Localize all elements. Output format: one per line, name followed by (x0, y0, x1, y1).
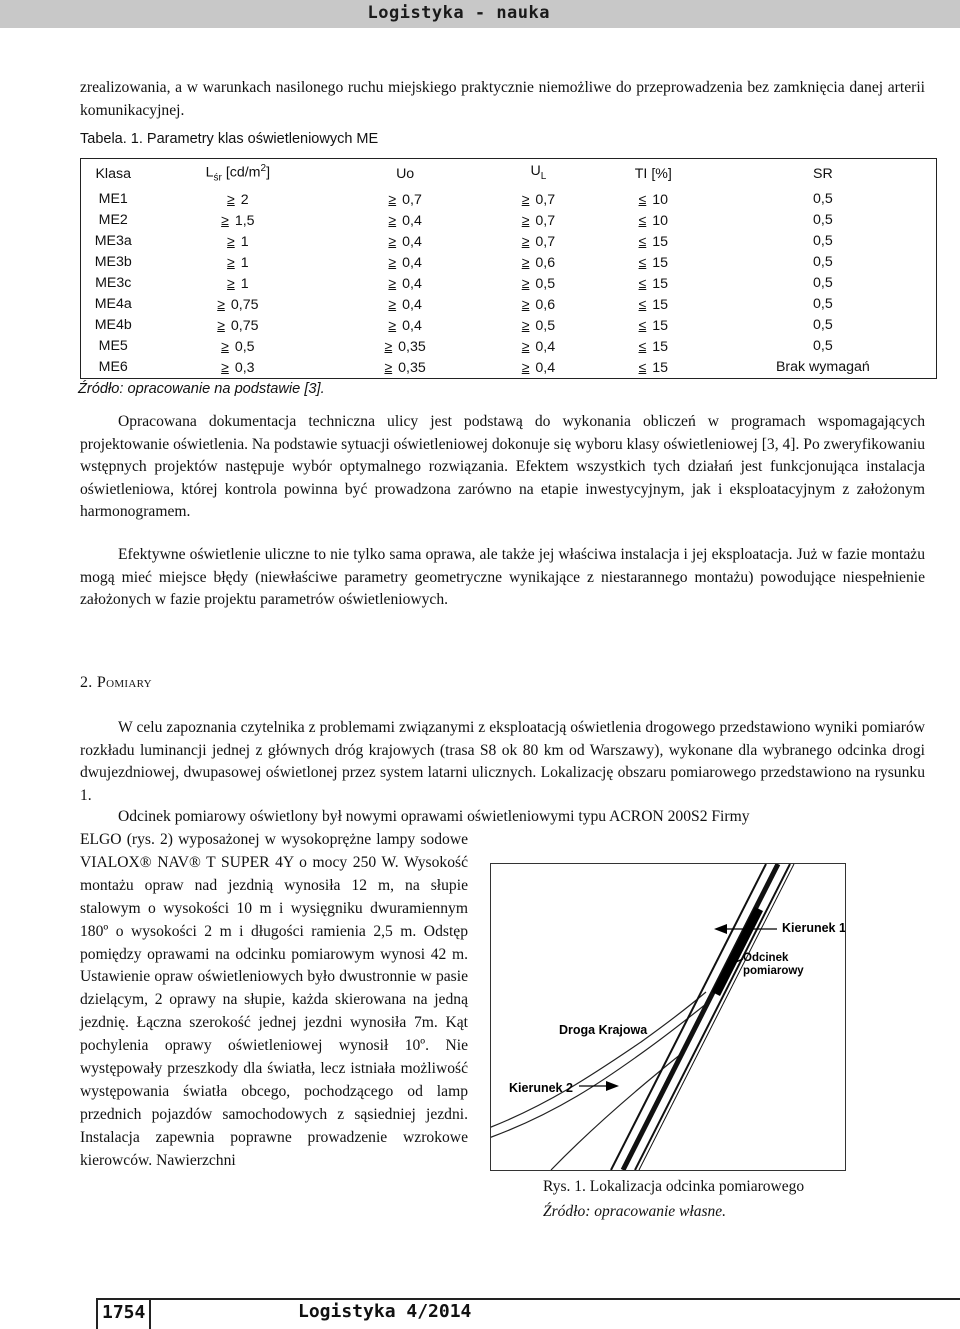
table-cell-ul: ≥ 0,5 (521, 274, 556, 292)
ge-symbol: ≥ (227, 232, 235, 249)
figure-source: Źródło: opracowanie własne. (543, 1203, 726, 1220)
table-cell-lsr: ≥ 0,75 (217, 295, 259, 313)
ge-symbol: ≥ (384, 358, 393, 375)
ge-symbol: ≥ (221, 337, 229, 354)
table-cell-klasa: ME1 (98, 191, 128, 208)
table-cell-ti: ≤ 15 (638, 316, 669, 334)
ge-symbol: ≥ (221, 358, 229, 375)
le-symbol: ≤ (638, 253, 647, 270)
table-cell-klasa: ME3a (94, 233, 132, 250)
ge-symbol: ≥ (521, 358, 530, 375)
ge-symbol: ≥ (227, 253, 235, 270)
table-cell-lsr: ≥ 1,5 (221, 211, 255, 229)
table-cell-ul: ≥ 0,6 (521, 253, 556, 271)
table-cell-ul: ≥ 0,4 (521, 337, 556, 355)
table-cell-lsr: ≥ 1 (227, 274, 249, 292)
table-caption: Tabela. 1. Parametry klas oświetleniowych ME (80, 131, 379, 147)
table-cell-klasa: ME4b (94, 317, 132, 334)
ge-symbol: ≥ (221, 211, 229, 228)
table-cell-sr: 0,5 (812, 191, 833, 208)
table-cell-sr: 0,5 (812, 338, 833, 355)
table-cell-ti: ≤ 15 (638, 232, 669, 250)
label-kierunek2: Kierunek 2 (509, 1081, 573, 1095)
table-row (81, 231, 937, 252)
table-cell-sr: 0,5 (812, 317, 833, 334)
ge-symbol: ≥ (521, 295, 530, 312)
table-row (81, 252, 937, 273)
paragraph-1: Opracowana dokumentacja techniczna ulicy jest podstawą do wykonania obliczeń w programach wspomagających projektowanie oświetlenia. Na podstawie sytuacji oświetleniowej dokonuje się wyboru klasy oświetleniowej [3, 4]. Po zweryfikowaniu wstępnych projektów następuje wybór optymalnego rozwiązania. Efektem wszystkich tych działań jest funkcjonująca instalacja oświetleniowa, której kontrola powinna być prowadzona zarówno na etapie inwestycyjnym, jak i eksploatacyjnym z założonym harmonogramem. (80, 413, 925, 520)
ge-symbol: ≥ (388, 316, 397, 333)
table-cell-sr: 0,5 (812, 296, 833, 313)
journal-name: Logistyka 4/2014 (298, 1301, 472, 1322)
ge-symbol: ≥ (388, 211, 397, 228)
table-cell-uo: ≥ 0,35 (384, 337, 426, 355)
table-cell-ul: ≥ 0,7 (521, 232, 556, 250)
table-cell-uo: ≥ 0,4 (388, 316, 422, 334)
table-cell-ul: ≥ 0,7 (521, 190, 556, 208)
le-symbol: ≤ (638, 211, 647, 228)
table-cell-uo: ≥ 0,35 (384, 358, 426, 376)
ge-symbol: ≥ (388, 274, 397, 291)
label-droga-krajowa: Droga Krajowa (559, 1023, 648, 1037)
ge-symbol: ≥ (521, 190, 530, 207)
table-cell-klasa: ME6 (98, 359, 128, 376)
table-cell-uo: ≥ 0,4 (388, 274, 422, 292)
table-cell-ti: ≤ 15 (638, 295, 669, 313)
table-row (81, 315, 937, 336)
table-row (81, 273, 937, 294)
table-cell-lsr: ≥ 0,5 (221, 337, 255, 355)
table-cell-sr: 0,5 (812, 254, 833, 271)
table-cell-lsr: ≥ 2 (227, 190, 249, 208)
label-odcinek: Odcinek (743, 952, 789, 964)
table-cell-lsr: ≥ 0,3 (221, 358, 255, 376)
table-row (81, 210, 937, 231)
ge-symbol: ≥ (388, 232, 397, 249)
table-row (81, 336, 937, 357)
table-cell-klasa: ME4a (94, 296, 132, 313)
le-symbol: ≤ (638, 232, 647, 249)
table-row (81, 294, 937, 315)
table-cell-ti: ≤ 15 (638, 358, 669, 376)
table-cell-lsr: ≥ 1 (227, 253, 249, 271)
label-kierunek1: Kierunek 1 (782, 921, 845, 935)
header-ti: TI [%] (634, 165, 672, 182)
le-symbol: ≤ (638, 295, 647, 312)
paragraph-2: Efektywne oświetlenie uliczne to nie tylko sama oprawa, ale także jej właściwa instalacja i jej eksploatacja. Już w fazie montażu mogą mieć miejsce błędy (niewłaściwe parametry geometryczne wynikające z niestarannego montażu) powodujące niespełnienie założonych w fazie projektu parametrów oświetleniowych. (80, 546, 925, 608)
table-cell-ul: ≥ 0,6 (521, 295, 556, 313)
ge-symbol: ≥ (227, 190, 235, 207)
le-symbol: ≤ (638, 274, 647, 291)
table-cell-ul: ≥ 0,7 (521, 211, 556, 229)
table-cell-ul: ≥ 0,5 (521, 316, 556, 334)
label-pomiarowy: pomiarowy (743, 965, 804, 977)
table-cell-uo: ≥ 0,4 (388, 295, 422, 313)
ge-symbol: ≥ (384, 337, 393, 354)
table-row (81, 357, 937, 379)
le-symbol: ≤ (638, 316, 647, 333)
arrow-kierunek1-icon (714, 924, 727, 934)
ge-symbol: ≥ (521, 337, 530, 354)
header-uo: Uo (396, 165, 415, 182)
le-symbol: ≤ (638, 358, 647, 375)
ge-symbol: ≥ (521, 253, 530, 270)
ge-symbol: ≥ (388, 190, 397, 207)
table-cell-uo: ≥ 0,7 (388, 190, 422, 208)
road-map-diagram (491, 864, 845, 1170)
location-figure (490, 863, 846, 1171)
header-klasa: Klasa (95, 165, 131, 182)
ge-symbol: ≥ (521, 274, 530, 291)
running-header: Logistyka - nauka (367, 3, 550, 23)
paragraph-3: W celu zapoznania czytelnika z problemami związanymi z eksploatacją oświetlenia drogowego przedstawiono wyniki pomiarów rozkładu luminancji jednej z głównych dróg krajowych (trasa S8 ok 80 km od Warszawy), wykonane dla wybranego odcinka drogi dwujezdniowej, dwupasowej oświetlonej przez system latarni ulicznych. Lokalizację obszaru pomiarowego przedstawiono na rysunku 1. (80, 719, 925, 804)
le-symbol: ≤ (638, 190, 647, 207)
table-cell-ti: ≤ 10 (638, 190, 669, 208)
table-cell-sr: Brak wymagań (775, 359, 870, 376)
ge-symbol: ≥ (521, 211, 530, 228)
table-cell-lsr: ≥ 1 (227, 232, 249, 250)
header-ul: $U_L$ (530, 162, 547, 182)
table-cell-ti: ≤ 10 (638, 211, 669, 229)
ge-symbol: ≥ (227, 274, 235, 291)
table-row (81, 189, 937, 210)
table-cell-uo: ≥ 0,4 (388, 211, 422, 229)
table-cell-klasa: ME2 (98, 212, 128, 229)
table-cell-uo: ≥ 0,4 (388, 253, 422, 271)
table-cell-sr: 0,5 (812, 275, 833, 292)
table-cell-klasa: ME3b (94, 254, 132, 271)
table-cell-uo: ≥ 0,4 (388, 232, 422, 250)
ge-symbol: ≥ (388, 295, 397, 312)
table-cell-klasa: ME5 (98, 338, 128, 355)
section-heading: 2. Pomiary (80, 674, 152, 691)
paragraph-4-body: ELGO (rys. 2) wyposażonej w wysokoprężne lampy sodowe VIALOX® NAV® T SUPER 4Y o mocy 250 W. Wysokość montażu opraw nad jezdnią wynosiła 12 m, na słupie stalowym o wysokości 10 m i wysięgniku dwuramiennym 180º o wysokości 2 m i długości ramienia 2,5 m. Odstęp pomiędzy oprawami na odcinku pomiarowym wynosi 42 m. Ustawienie opraw oświetleniowych było dwustronnie w pasie dzielącym, 2 oprawy na słupie, każda skierowana na jedną jezdnię. Łączna szerokość jednej jezdni wynosiła 7m. Kąt pochylenia oprawy oświetleniowej wynosił 10º. Nie występowały przeszkody dla światła, lecz istniała możliwość występowania światła obcego, pochodzącego od lamp przednich pojazdów samochodowych z sąsiedniej jezdni. Instalacja zapewnia poprawne prowadzenie wzrokowe kierowców. Nawierzchni (80, 831, 468, 1169)
table-cell-sr: 0,5 (812, 212, 833, 229)
footer-rule (96, 1298, 960, 1300)
header-bar (0, 0, 960, 28)
ge-symbol: ≥ (217, 316, 225, 333)
arrow-kierunek2-icon (606, 1081, 619, 1091)
figure-caption: Rys. 1. Lokalizacja odcinka pomiarowego (543, 1178, 805, 1195)
paragraph-4-intro: Odcinek pomiarowy oświetlony był nowymi oprawami oświetleniowymi typu ACRON 200S2 Firmy (118, 808, 750, 825)
table-cell-ti: ≤ 15 (638, 337, 669, 355)
ge-symbol: ≥ (217, 295, 225, 312)
table-cell-ul: ≥ 0,4 (521, 358, 556, 376)
ge-symbol: ≥ (521, 232, 530, 249)
table-header-row (81, 159, 937, 189)
intro-paragraph: zrealizowania, a w warunkach nasilonego ruchu miejskiego praktycznie niemożliwe do przeprowadzenia bez zamknięcia danej arterii komunikacyjnej. (80, 79, 925, 119)
table-source: Źródło: opracowanie na podstawie [3]. (78, 381, 325, 397)
table-cell-ti: ≤ 15 (638, 253, 669, 271)
header-lsr: $L_{śr}$ $[cd/m^2]$ (205, 163, 271, 184)
ge-symbol: ≥ (388, 253, 397, 270)
table-cell-klasa: ME3c (95, 275, 132, 292)
ge-symbol: ≥ (521, 316, 530, 333)
header-sr: SR (813, 165, 833, 182)
parameters-table (80, 158, 937, 379)
le-symbol: ≤ (638, 337, 647, 354)
table-cell-ti: ≤ 15 (638, 274, 669, 292)
table-cell-sr: 0,5 (812, 233, 833, 250)
page-number: 1754 (96, 1300, 151, 1329)
table-cell-lsr: ≥ 0,75 (217, 316, 259, 334)
